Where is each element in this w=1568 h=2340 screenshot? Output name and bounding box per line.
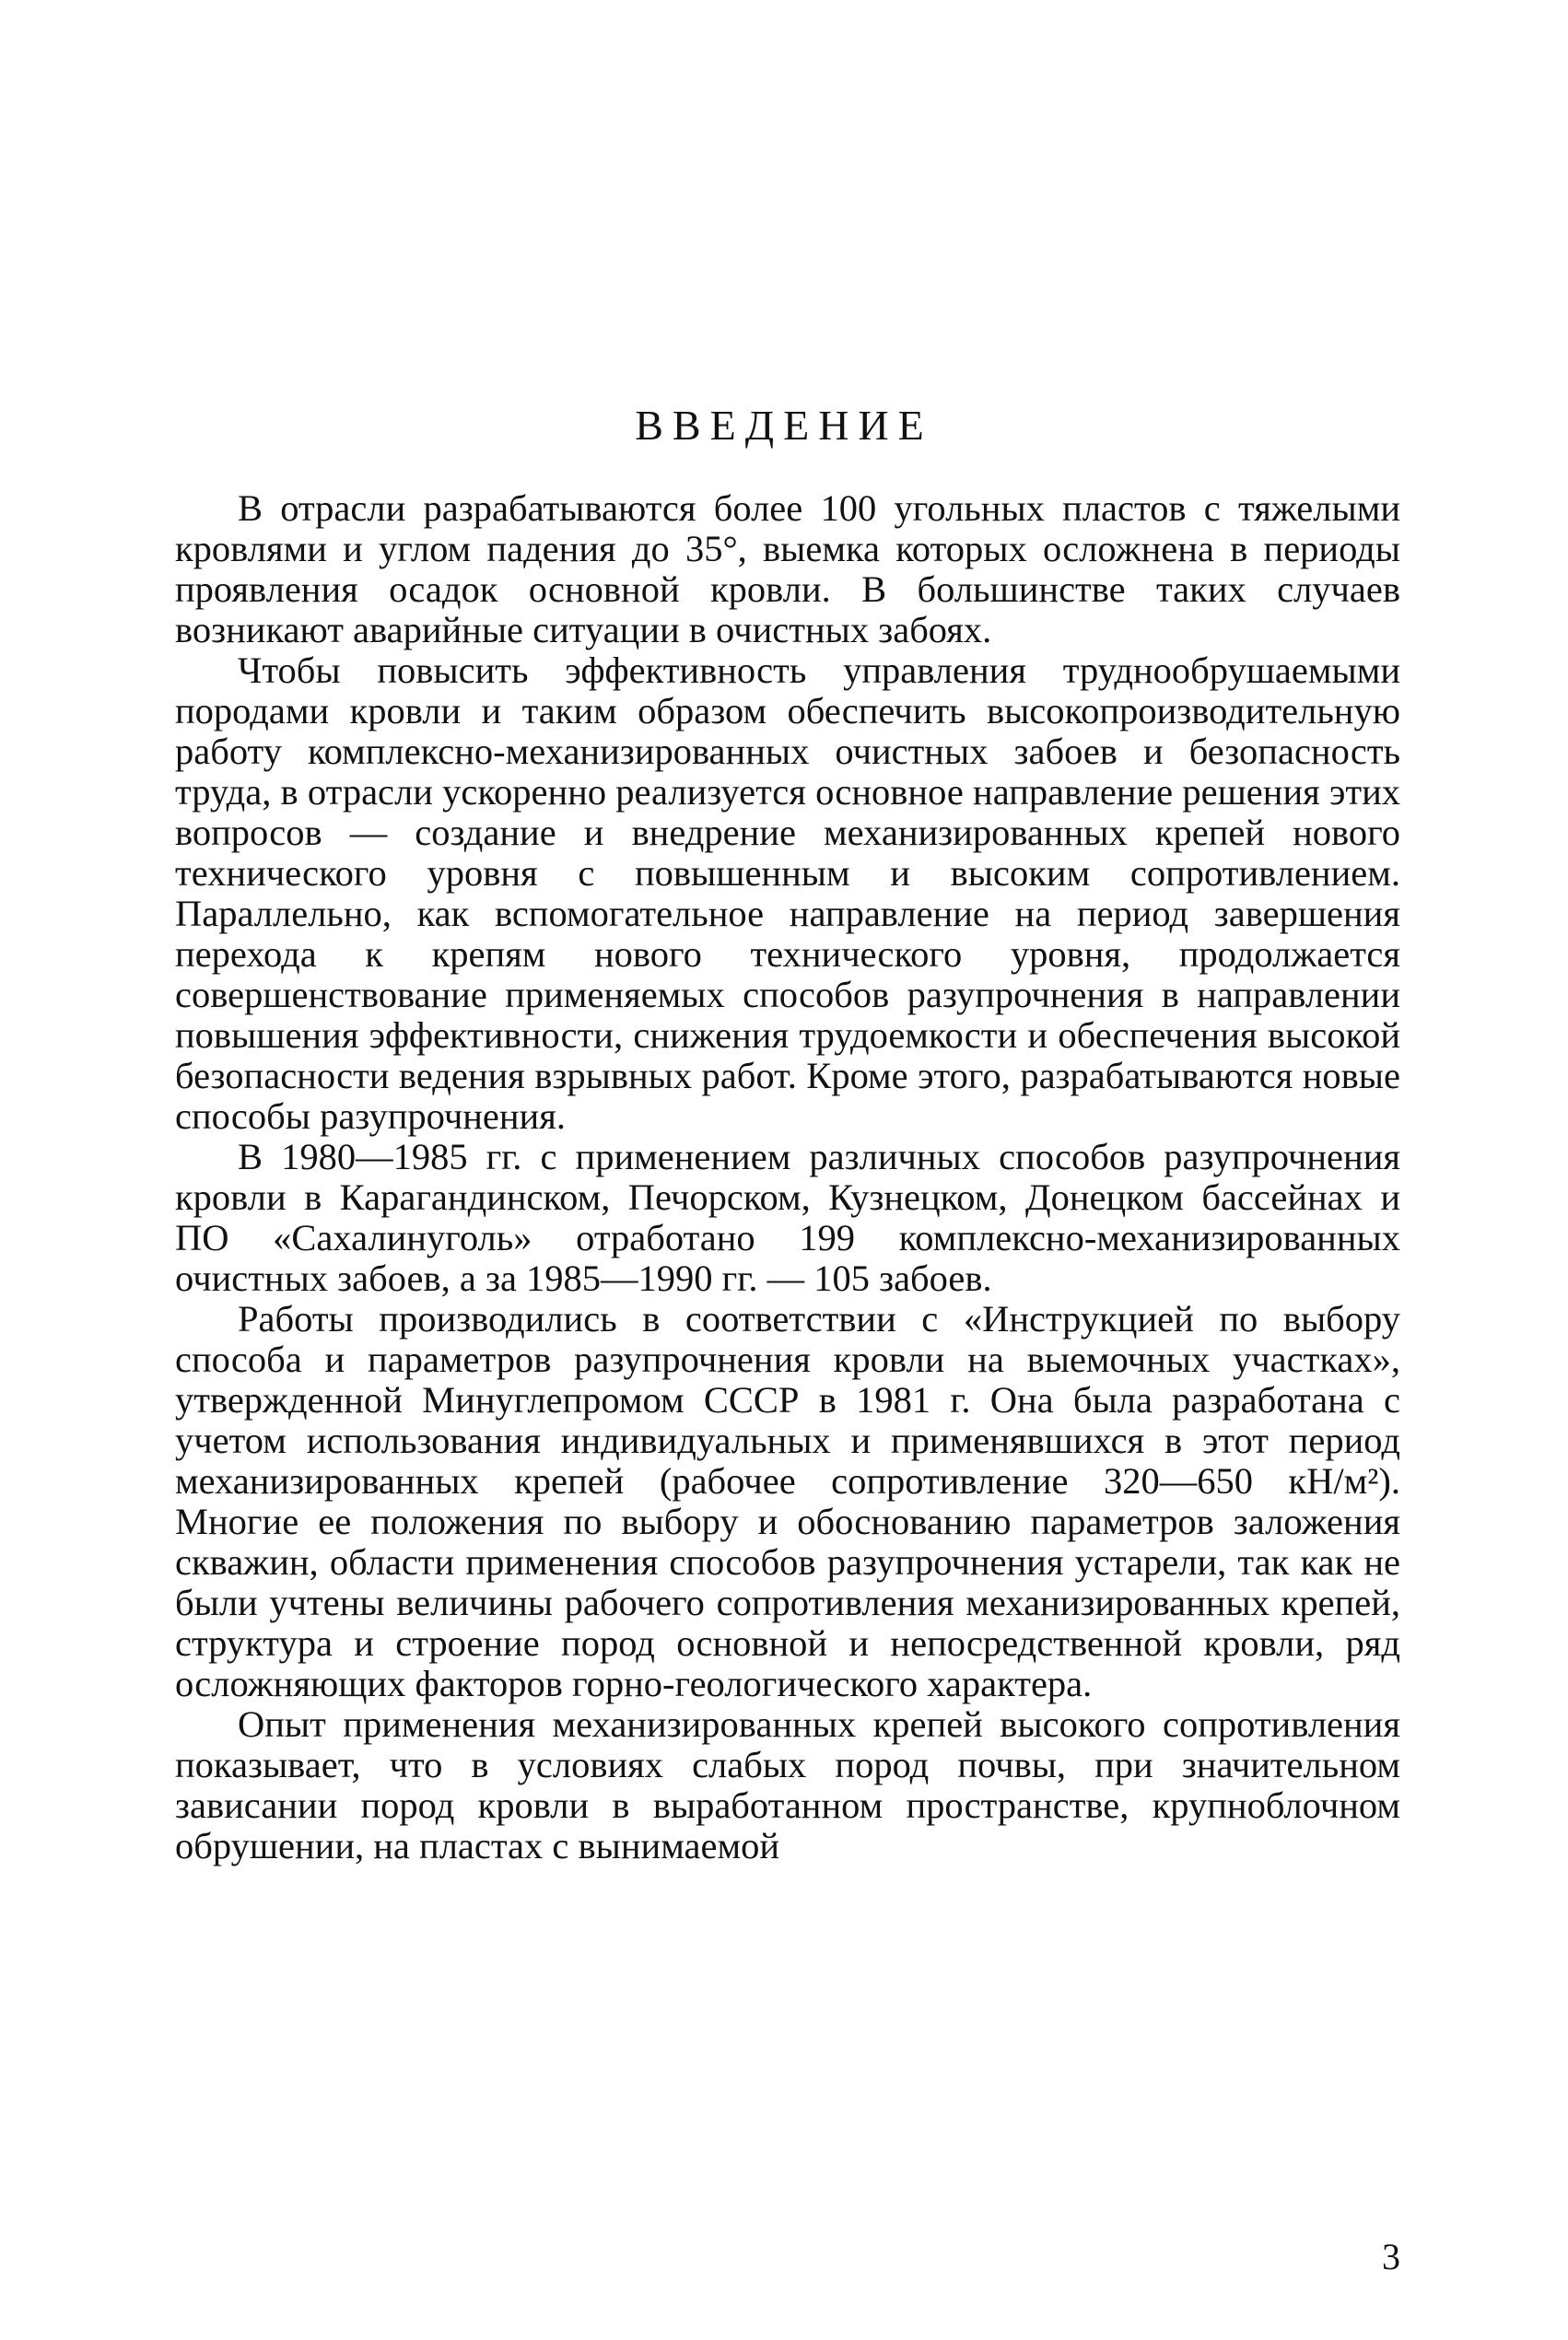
paragraph-2: Чтобы повысить эффективность управления труднообрушаемыми породами кровли и таким образом обеспечить высокопроизводительную работу комплексно-механизированных очистных забоев и безопасность труда, в отрасли ускоренно реализуется основное направление решения этих вопросов — создание и внедрение механизированных крепей нового технического уровня с повышенным и высоким сопротивлением. Параллельно, как вспомогательное направление на период завершения перехода к крепям нового технического уровня, продолжается совершенствование применяемых способов разупрочнения в направлении повышения эффективности, снижения трудоемкости и обеспечения высокой безопасности ведения взрывных работ. Кроме этого, разрабатываются новые способы разупрочнения. (175, 649, 1400, 1137)
paragraph-4: Работы производились в соответствии с «Инструкцией по выбору способа и параметров разупрочнения кровли на выемочных участках», утвержденной Минуглепромом СССР в 1981 г. Она была разработана с учетом использования индивидуальных и применявшихся в этот период механизированных крепей (рабочее сопротивление 320—650 кН/м²). Многие ее положения по выбору и обоснованию параметров заложения скважин, области применения способов разупрочнения устарели, так как не были учтены величины рабочего сопротивления механизированных крепей, структура и строение пород основной и непосредственной кровли, ряд осложняющих факторов горно-геологического характера. (175, 1298, 1400, 1704)
paragraph-1: В отрасли разрабатываются более 100 угольных пластов с тяжелыми кровлями и углом падения до 35°, выемка которых осложнена в периоды проявления осадок основной кровли. В большинстве таких случаев возникают аварийные ситуации в очистных забоях. (175, 487, 1400, 650)
paragraph-3: В 1980—1985 гг. с применением различных способов разупрочнения кровли в Карагандинском, Печорском, Кузнецком, Донецком бассейнах и ПО «Сахалинуголь» отработано 199 комплексно-механизированных очистных забоев, а за 1985—1990 гг. — 105 забоев. (175, 1136, 1400, 1299)
section-heading: ВВЕДЕНИЕ (635, 402, 933, 449)
body-text (175, 488, 1400, 1866)
paragraph-5: Опыт применения механизированных крепей высокого сопротивления показывает, что в условиях слабых пород почвы, при значительном зависании пород кровли в выработанном пространстве, крупноблочном обрушении, на пластах с вынимаемой (175, 1703, 1400, 1866)
page-number: 3 (1382, 2236, 1400, 2277)
